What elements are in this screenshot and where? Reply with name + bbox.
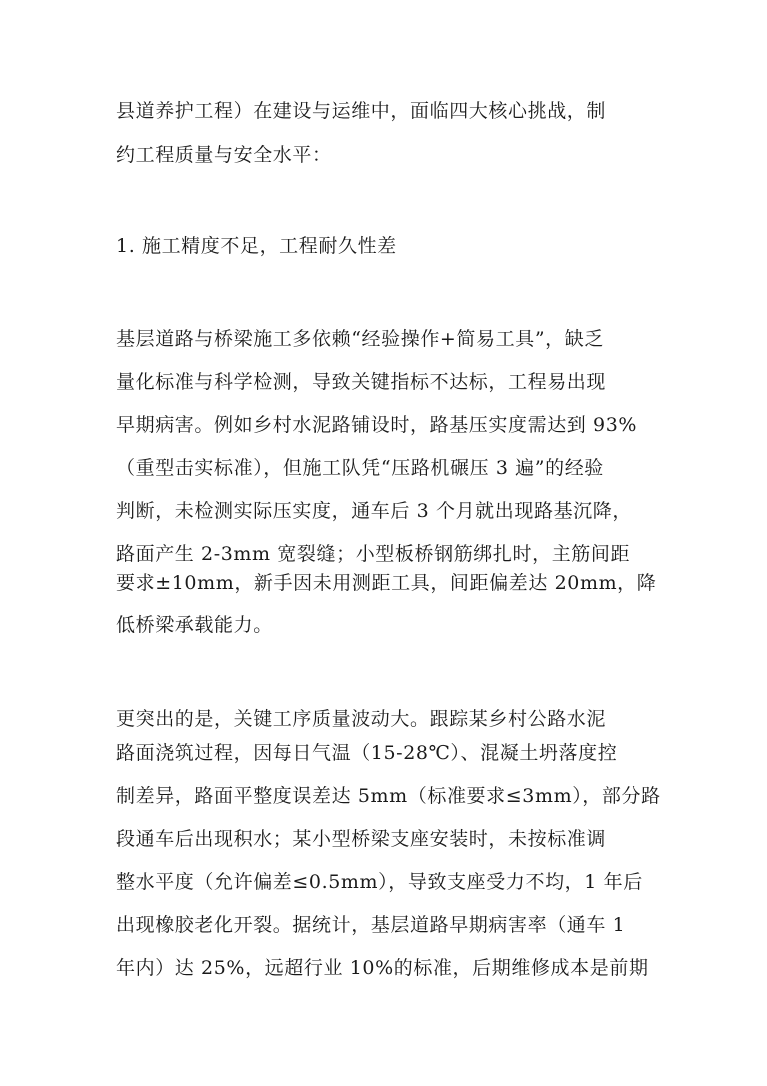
paragraph-2-line-4: 段通车后出现积水；某小型桥梁支座安装时，未按标准调 [116, 828, 607, 850]
paragraph-1-line-5: 判断，未检测实际压实度，通车后 3 个月就出现路基沉降， [116, 500, 632, 522]
paragraph-2-line-3: 制差异，路面平整度误差达 5mm（标准要求≤3mm），部分路 [116, 785, 661, 807]
paragraph-2-line-2: 路面浇筑过程，因每日气温（15-28℃）、混凝土坍落度控 [116, 742, 618, 764]
paragraph-1-line-4: （重型击实标准），但施工队凭“压路机碾压 3 遍”的经验 [116, 457, 604, 479]
intro-line-2: 约工程质量与安全水平： [116, 144, 332, 166]
paragraph-1-line-8: 低桥梁承载能力。 [116, 614, 273, 636]
intro-line-1: 县道养护工程）在建设与运维中，面临四大核心挑战，制 [116, 100, 607, 122]
paragraph-1-line-6: 路面产生 2-3mm 宽裂缝；小型板桥钢筋绑扎时，主筋间距 [116, 543, 631, 565]
paragraph-1-line-3: 早期病害。例如乡村水泥路铺设时，路基压实度需达到 93% [116, 414, 638, 436]
paragraph-1-line-2: 量化标准与科学检测，导致关键指标不达标，工程易出现 [116, 371, 607, 393]
paragraph-1-line-1: 基层道路与桥梁施工多依赖“经验操作+简易工具”，缺乏 [116, 328, 604, 350]
section-heading: 1. 施工精度不足，工程耐久性差 [116, 235, 397, 257]
paragraph-2-line-5: 整水平度（允许偏差≤0.5mm），导致支座受力不均，1 年后 [116, 871, 643, 893]
paragraph-2-line-6: 出现橡胶老化开裂。据统计，基层道路早期病害率（通车 1 [116, 914, 626, 936]
paragraph-2-line-7: 年内）达 25%，远超行业 10%的标准，后期维修成本是前期 [116, 957, 649, 979]
paragraph-2-line-1: 更突出的是，关键工序质量波动大。跟踪某乡村公路水泥 [116, 708, 607, 730]
paragraph-1-line-7: 要求±10mm，新手因未用测距工具，间距偏差达 20mm，降 [116, 572, 657, 594]
